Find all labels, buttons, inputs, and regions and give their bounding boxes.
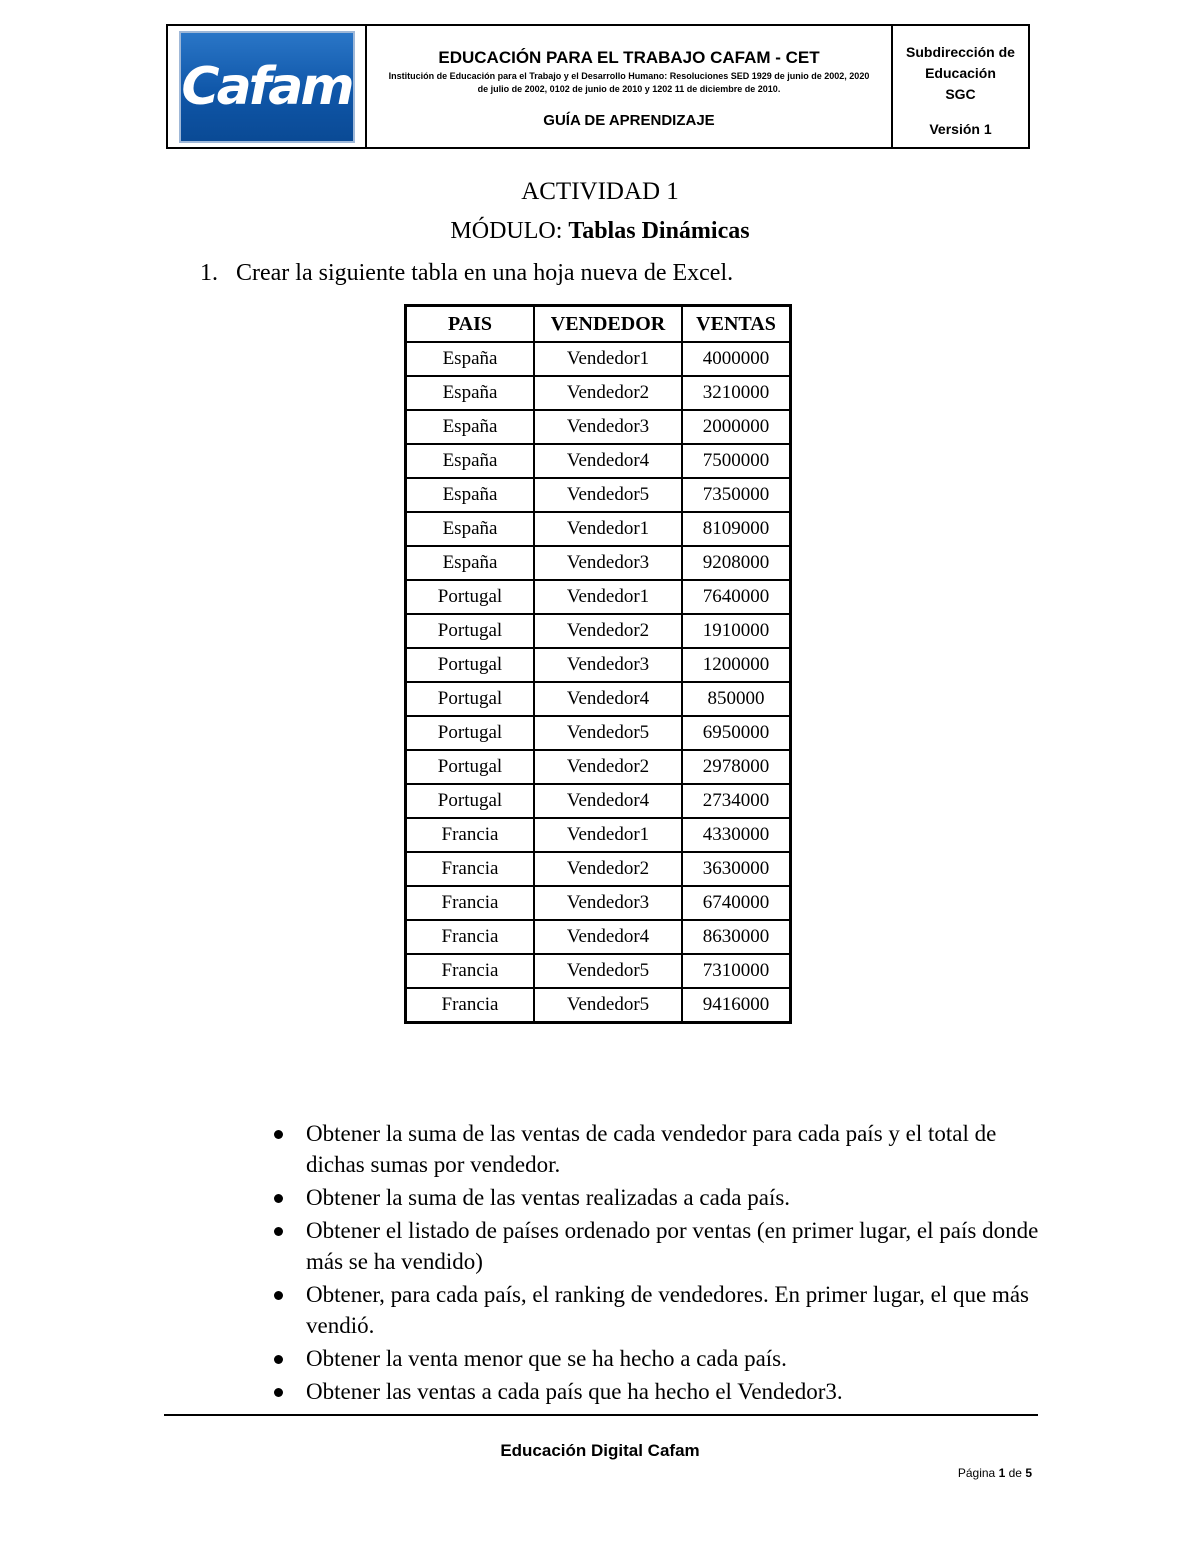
guide-label: GUÍA DE APRENDIZAJE (543, 112, 715, 129)
table-row (406, 954, 791, 988)
header-pais: PAIS (406, 306, 535, 343)
cell-pais: España (406, 546, 535, 580)
cell-vendedor: Vendedor4 (534, 784, 682, 818)
cell-pais: Francia (406, 886, 535, 920)
cell-ventas: 7500000 (682, 444, 791, 478)
cell-vendedor: Vendedor5 (534, 988, 682, 1023)
table-row (406, 410, 791, 444)
table-row (406, 444, 791, 478)
cell-pais: Francia (406, 954, 535, 988)
table-row (406, 886, 791, 920)
cell-pais: Portugal (406, 580, 535, 614)
cell-ventas: 8630000 (682, 920, 791, 954)
cell-pais: España (406, 478, 535, 512)
cell-ventas: 8109000 (682, 512, 791, 546)
task-text: Obtener la suma de las ventas realizadas a cada país. (306, 1185, 791, 1210)
task-text: Obtener las ventas a cada país que ha hecho el Vendedor3. (306, 1379, 843, 1404)
cell-ventas: 1200000 (682, 648, 791, 682)
cell-pais: Portugal (406, 614, 535, 648)
table-row (406, 512, 791, 546)
cell-vendedor: Vendedor4 (534, 920, 682, 954)
cell-ventas: 3210000 (682, 376, 791, 410)
list-item (270, 1182, 1040, 1213)
module-heading (0, 218, 1200, 245)
sgc-label: SGC (945, 86, 976, 102)
cell-pais: España (406, 410, 535, 444)
cell-pais: Portugal (406, 682, 535, 716)
institution-resolutions: Institución de Educación para el Trabajo y el Desarrollo Humano: Resoluciones SED 1929 de junio de 2002, 2020 de julio de 2002, 0102 de junio de 2010 y 1202 11 de diciembre de 2010. (388, 71, 870, 94)
cell-pais: Portugal (406, 784, 535, 818)
cell-ventas: 850000 (682, 682, 791, 716)
cell-ventas: 3630000 (682, 852, 791, 886)
bullet-icon (274, 1194, 283, 1203)
bullet-icon (274, 1388, 283, 1397)
logo-text: Cafam (181, 56, 352, 117)
cell-ventas: 2000000 (682, 410, 791, 444)
cell-pais: Francia (406, 988, 535, 1023)
cell-ventas: 9416000 (682, 988, 791, 1023)
cell-vendedor: Vendedor3 (534, 410, 682, 444)
cell-vendedor: Vendedor4 (534, 682, 682, 716)
cell-ventas: 2978000 (682, 750, 791, 784)
module-label: MÓDULO: (450, 218, 563, 244)
task-text: Obtener la venta menor que se ha hecho a cada país. (306, 1346, 787, 1371)
step-text: Crear la siguiente tabla en una hoja nueva de Excel. (236, 260, 734, 286)
subdirection-label: Subdirección de (906, 44, 1015, 60)
logo-cell (168, 26, 367, 147)
cell-pais: España (406, 376, 535, 410)
list-item (270, 1343, 1040, 1374)
cell-pais: Portugal (406, 648, 535, 682)
cafam-logo (179, 31, 355, 143)
list-item (270, 1279, 1040, 1341)
cell-pais: España (406, 342, 535, 376)
cell-pais: Francia (406, 818, 535, 852)
institution-title: EDUCACIÓN PARA EL TRABAJO CAFAM - CET (438, 48, 820, 67)
cell-pais: Francia (406, 920, 535, 954)
table-row (406, 784, 791, 818)
cell-ventas: 2734000 (682, 784, 791, 818)
table-row (406, 546, 791, 580)
cell-vendedor: Vendedor2 (534, 376, 682, 410)
version-label: Versión 1 (929, 121, 992, 137)
cell-ventas: 6950000 (682, 716, 791, 750)
document-header (166, 24, 1030, 149)
sales-table (404, 304, 792, 1024)
of-word: de (1008, 1466, 1022, 1480)
cell-ventas: 7310000 (682, 954, 791, 988)
cell-vendedor: Vendedor1 (534, 512, 682, 546)
bullet-icon (274, 1227, 283, 1236)
cell-pais: España (406, 512, 535, 546)
module-name: Tablas Dinámicas (568, 218, 750, 244)
list-item (270, 1215, 1040, 1277)
task-text: Obtener, para cada país, el ranking de vendedores. En primer lugar, el que más vendió. (306, 1282, 1030, 1338)
cell-pais: España (406, 444, 535, 478)
cell-ventas: 7640000 (682, 580, 791, 614)
table-row (406, 682, 791, 716)
cell-vendedor: Vendedor4 (534, 444, 682, 478)
cell-vendedor: Vendedor2 (534, 614, 682, 648)
cell-ventas: 1910000 (682, 614, 791, 648)
table-row (406, 852, 791, 886)
cell-pais: Portugal (406, 716, 535, 750)
table-row (406, 920, 791, 954)
cell-ventas: 6740000 (682, 886, 791, 920)
table-row (406, 342, 791, 376)
cell-vendedor: Vendedor5 (534, 716, 682, 750)
header-info-cell (893, 26, 1028, 147)
table-row (406, 376, 791, 410)
cell-vendedor: Vendedor2 (534, 750, 682, 784)
cell-vendedor: Vendedor1 (534, 818, 682, 852)
bullet-icon (274, 1130, 283, 1139)
page-indicator (958, 1466, 1032, 1480)
footer-divider (164, 1414, 1038, 1416)
page-number: 1 (998, 1466, 1006, 1480)
header-title-cell (367, 26, 893, 147)
cell-vendedor: Vendedor3 (534, 546, 682, 580)
cell-vendedor: Vendedor5 (534, 478, 682, 512)
page-word: Página (957, 1466, 996, 1480)
bullet-icon (274, 1291, 283, 1300)
education-label: Educación (925, 65, 996, 81)
list-item (270, 1376, 1040, 1407)
page-total: 5 (1025, 1466, 1032, 1480)
cell-vendedor: Vendedor1 (534, 342, 682, 376)
step-instruction (200, 260, 733, 287)
step-number: 1. (200, 260, 218, 286)
cell-vendedor: Vendedor3 (534, 886, 682, 920)
task-list (270, 1118, 1040, 1409)
table-row (406, 614, 791, 648)
cell-ventas: 4330000 (682, 818, 791, 852)
footer-title: Educación Digital Cafam (500, 1441, 700, 1460)
task-text: Obtener el listado de países ordenado por ventas (en primer lugar, el país donde más se ha vendido) (306, 1218, 1039, 1274)
cell-vendedor: Vendedor2 (534, 852, 682, 886)
cell-vendedor: Vendedor5 (534, 954, 682, 988)
table-row (406, 716, 791, 750)
table-row (406, 478, 791, 512)
cell-pais: Portugal (406, 750, 535, 784)
task-text: Obtener la suma de las ventas de cada vendedor para cada país y el total de dichas sumas por vendedor. (306, 1121, 997, 1177)
header-vendedor: VENDEDOR (534, 306, 682, 343)
list-item (270, 1118, 1040, 1180)
cell-ventas: 9208000 (682, 546, 791, 580)
table-row (406, 988, 791, 1023)
table-row (406, 818, 791, 852)
activity-title: ACTIVIDAD 1 (521, 178, 679, 205)
cell-pais: Francia (406, 852, 535, 886)
cell-ventas: 4000000 (682, 342, 791, 376)
table-row (406, 580, 791, 614)
table-row (406, 750, 791, 784)
header-ventas: VENTAS (682, 306, 791, 343)
table-row (406, 648, 791, 682)
cell-ventas: 7350000 (682, 478, 791, 512)
cell-vendedor: Vendedor3 (534, 648, 682, 682)
bullet-icon (274, 1355, 283, 1364)
table-header-row (406, 306, 791, 343)
cell-vendedor: Vendedor1 (534, 580, 682, 614)
